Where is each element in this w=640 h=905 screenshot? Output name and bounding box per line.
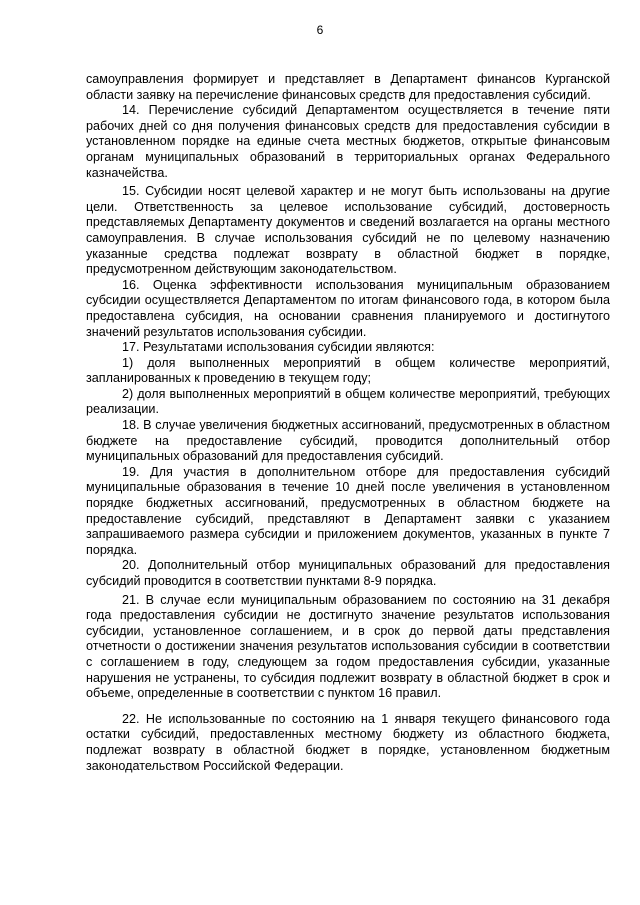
paragraph-15: 15. Субсидии носят целевой характер и не могут быть использованы на другие цели. Ответственность за целевое использование субсидий, достоверность представляемых Департаменту документов и сведений возлагается на органы местного самоуправления. В случае использования субсидий не по целевому назначению указанные средства подлежат возврату в областной бюджет в порядке, предусмотренном действующим законодательством. xyxy=(86,184,610,277)
paragraph-22: 22. Не использованные по состоянию на 1 января текущего финансового года остатки субсидий, предоставленных местному бюджету из областного бюджета, подлежат возврату в областной бюджет в порядке, установленном бюджетным законодательством Российской Федерации. xyxy=(86,711,610,773)
paragraph-18: 18. В случае увеличения бюджетных ассигнований, предусмотренных в областном бюджете на предоставление субсидий, проводится дополнительный отбор муниципальных образований для предоставления субсидий. xyxy=(86,418,610,464)
document-body xyxy=(86,72,610,774)
page-number: 6 xyxy=(316,23,324,37)
paragraph-14: 14. Перечисление субсидий Департаментом осуществляется в течение пяти рабочих дней со дня получения финансовых средств для предоставления субсидии в установленном порядке на единые счета местных бюджетов, открытые финансовым органам муниципальных образований в территориальных органах Федерального казначейства. xyxy=(86,103,610,180)
paragraph-19: 19. Для участия в дополнительном отборе для предоставления субсидий муниципальные образования в течение 10 дней после увеличения в установленном порядке бюджетных ассигнований, предусмотренных в областном бюджете на предоставление субсидий, представляют в Департамент заявки с указанием запрашиваемого размера субсидии и приложением документов, указанных в пункте 7 порядка. xyxy=(86,464,610,557)
paragraph-20: 20. Дополнительный отбор муниципальных образований для предоставления субсидий проводится в соответствии пунктами 8-9 порядка. xyxy=(86,558,610,588)
paragraph-21: 21. В случае если муниципальным образованием по состоянию на 31 декабря года предоставления субсидии не достигнуто значение результатов использования субсидии, установленное соглашением, и в срок до первой даты представления отчетности о достижении значения результатов использования субсидии в соответствии с соглашением в году, следующем за годом предоставления субсидии, указанные нарушения не устранены, то субсидия подлежит возврату в областной бюджет в срок и объеме, определенные в соответствии с пунктом 16 правил. xyxy=(86,592,610,701)
paragraph-17-item-1: 1) доля выполненных мероприятий в общем количестве мероприятий, запланированных к проведению в текущем году; xyxy=(86,355,610,386)
paragraph-continuation: самоуправления формирует и представляет в Департамент финансов Курганской области заявку на перечисление финансовых средств для предоставления субсидий. xyxy=(86,72,610,102)
paragraph-16: 16. Оценка эффективности использования муниципальным образованием субсидии осуществляется Департаментом по итогам финансового года, в котором была предоставлена субсидия, на основании сравнения планируемого и достигнутого значений результатов использования субсидии. xyxy=(86,277,610,339)
paragraph-17: 17. Результатами использования субсидии являются: xyxy=(122,340,435,355)
paragraph-17-item-2: 2) доля выполненных мероприятий в общем количестве мероприятий, требующих реализации. xyxy=(86,386,610,417)
